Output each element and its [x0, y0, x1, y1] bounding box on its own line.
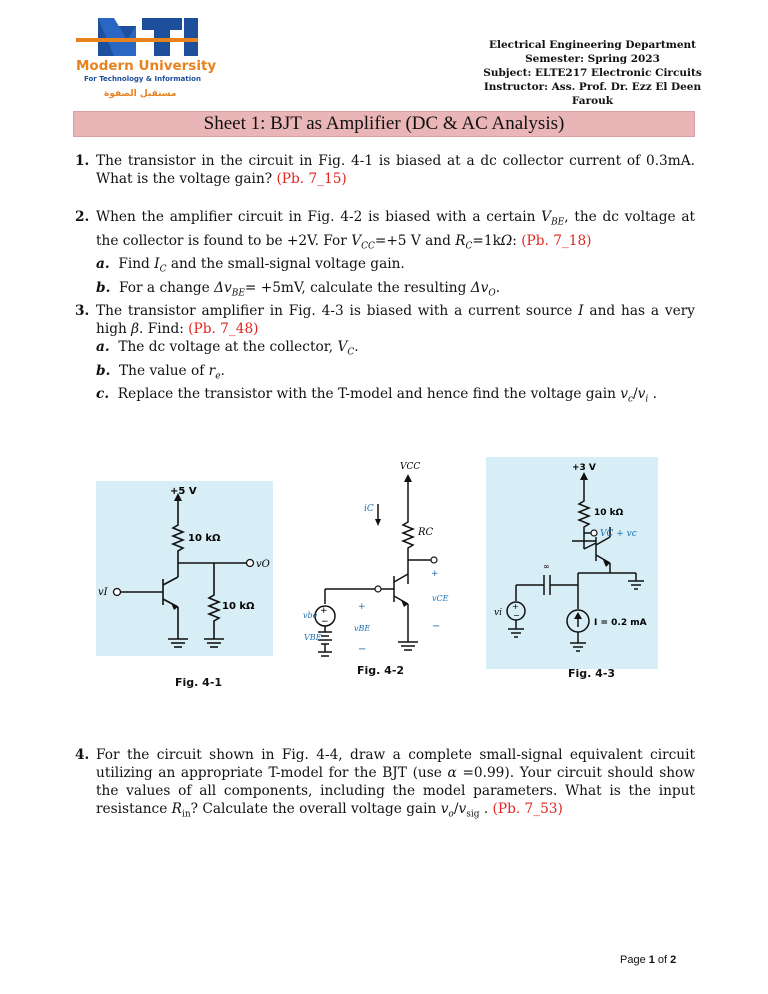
svg-text:For Technology & Information: For Technology & Information [84, 75, 201, 83]
svg-text:vi: vi [494, 608, 502, 618]
question-4: 4. For the circuit shown in Fig. 4-4, draw a complete small-signal equivalent circuit utilizing an appropriate T-model for the BJT (use α =0.99). Your circuit should show the values of all components, including the model parameters. What is the input resistance $R_{in}$? Calculate the overall voltage gain $v_o/v_{sig}$ . (Pb. 7_53) [75, 747, 695, 820]
document-header [470, 38, 715, 108]
question-3: 3. The transistor amplifier in Fig. 4-3 is biased with a current source I and has a very high β. Find: (Pb. 7_48) a. The dc voltage at the collector, $V_C$. b. The value of $r_e$. c. Replace the transistor with the T-model and hence find the voltage gain $v_c/v_i$ . [75, 303, 695, 406]
svg-text:+: + [431, 569, 439, 579]
svg-text:+: + [320, 606, 328, 616]
figure-4-1 [96, 481, 273, 656]
svg-text:VCC: VCC [400, 462, 421, 472]
page-footer: Page 1 of 2 [620, 954, 677, 966]
svg-text:iC: iC [364, 504, 374, 514]
svg-text:vbe: vbe [303, 611, 318, 620]
instructor: Instructor: Ass. Prof. Dr. Ezz El Deen Farouk [483, 81, 702, 107]
svg-text:10 kΩ: 10 kΩ [188, 533, 221, 544]
fig-4-3-label: Fig. 4-3 [568, 667, 616, 680]
svg-text:+: + [512, 602, 519, 611]
fig-4-2-label: Fig. 4-2 [357, 664, 405, 677]
svg-text:I = 0.2 mA: I = 0.2 mA [594, 618, 647, 628]
svg-text:vO: vO [256, 559, 270, 570]
svg-text:−: − [432, 621, 441, 632]
svg-text:+: + [358, 602, 366, 612]
svg-text:10 kΩ: 10 kΩ [594, 508, 624, 518]
semester: Semester: Spring 2023 [525, 53, 660, 65]
svg-text:+3 V: +3 V [572, 463, 596, 473]
department: Electrical Engineering Department [489, 39, 696, 51]
subject: Subject: ELTE217 Electronic Circuits [483, 67, 702, 79]
svg-text:vBE: vBE [354, 624, 371, 633]
svg-text:مستقبل الصفوة: مستقبل الصفوة [104, 89, 177, 99]
svg-text:Modern University: Modern University [76, 58, 216, 74]
figure-4-3 [486, 457, 658, 669]
fig-4-1-label: Fig. 4-1 [175, 676, 223, 689]
svg-text:vCE: vCE [432, 594, 449, 603]
svg-text:VBE: VBE [304, 633, 322, 642]
svg-text:−: − [321, 617, 329, 627]
svg-text:10 kΩ: 10 kΩ [222, 601, 255, 612]
sheet-title: Sheet 1: BJT as Amplifier (DC & AC Analysis) [73, 111, 695, 137]
figure-4-2 [300, 456, 460, 666]
svg-text:RC: RC [418, 527, 434, 538]
svg-text:+5 V: +5 V [170, 486, 197, 497]
svg-text:VC + vc: VC + vc [600, 529, 637, 539]
svg-text:vI: vI [98, 587, 108, 598]
university-logo [76, 18, 216, 104]
svg-text:−: − [358, 644, 367, 655]
svg-text:∞: ∞ [543, 562, 550, 571]
svg-text:−: − [513, 611, 520, 620]
question-2: 2. When the amplifier circuit in Fig. 4-2 is biased with a certain $V_{BE}$, the dc voltage at the collector is found to be +2V. For $V_{CC}=+5$ V and $R_C=1k\Omega$: (Pb. 7_18) a. Find $I_C$ and the small-signal voltage gain. b. For a change $\Delta v_{BE}= +5mV$, calculate the resulting $\Delta v_O$. [75, 209, 695, 299]
question-1: 1. The transistor in the circuit in Fig. 4-1 is biased at a dc collector current of 0.3mA. What is the voltage gain? (Pb. 7_15) [75, 153, 695, 187]
